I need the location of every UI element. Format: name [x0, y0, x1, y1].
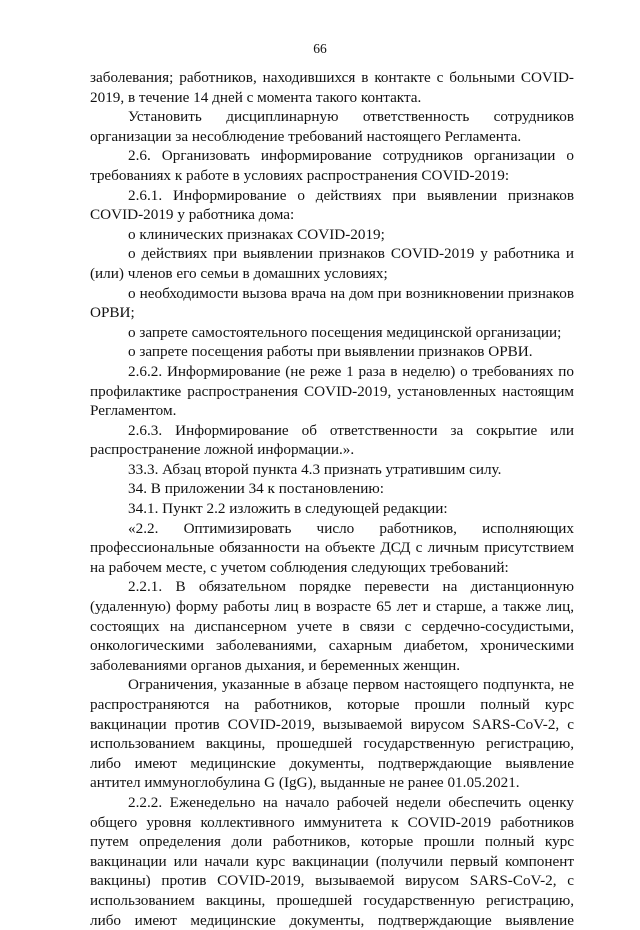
paragraph: 2.2.1. В обязательном порядке перевести на дистанционную (удаленную) форму работы лиц в возрасте 65 лет и старше, а также лиц, состоящих на диспансерном учете в связи с сердечно-сосудистыми, онкологическими заболеваниями, сахарным диабетом, хроническими заболеваниями органов дыхания, и беременных женщин.	[90, 578, 574, 674]
paragraph: 2.6.1. Информирование о действиях при выявлении признаков COVID-2019 у работника дома:	[90, 186, 574, 224]
paragraph: 33.3. Абзац второй пункта 4.3 признать утратившим силу.	[128, 460, 502, 478]
paragraph: 2.6. Организовать информирование сотрудников организации о требованиях к работе в условиях распространения COVID-2019:	[90, 147, 574, 184]
paragraph: «2.2. Оптимизировать число работников, исполняющих профессиональные обязанности на объекте ДСД с личным присутствием на рабочем месте, с учетом соблюдения следующих требований:	[90, 519, 574, 576]
paragraph: о запрете посещения работы при выявлении признаков ОРВИ.	[128, 343, 533, 361]
paragraph: о клинических признаках COVID-2019;	[128, 225, 385, 243]
paragraph: 34. В приложении 34 к постановлению:	[128, 480, 384, 498]
paragraph: Установить дисциплинарную ответственность сотрудников организации за несоблюдение требований настоящего Регламента.	[90, 108, 574, 145]
document-body	[90, 68, 574, 930]
paragraph: заболевания; работников, находившихся в контакте с больными COVID-2019, в течение 14 дней с момента такого контакта.	[90, 69, 574, 106]
paragraph: о действиях при выявлении признаков COVID-2019 у работника и (или) членов его семьи в домашних условиях;	[90, 245, 574, 282]
paragraph: 2.2.2. Еженедельно на начало рабочей недели обеспечить оценку общего уровня коллективного иммунитета к COVID-2019 работников путем определения доли работников, которые прошли полный курс вакцинации или начали курс вакцинации (получили первый компонент вакцины) против COVID-2019, вызываемой вирусом SARS-CoV-2, с использованием вакцины, прошедшей государственную регистрацию, либо имеют медицинские документы, подтверждающие выявление	[90, 793, 574, 929]
paragraph: Ограничения, указанные в абзаце первом настоящего подпункта, не распространяются на работников, которые прошли полный курс вакцинации против COVID-2019, вызываемой вирусом SARS-CoV-2, с использованием вакцины, прошедшей государственную регистрацию, либо имеют медицинские документы, подтверждающие выявление антител иммуноглобулина G (IgG), выданные не ранее 01.05.2021.	[90, 676, 574, 792]
paragraph: 2.6.2. Информирование (не реже 1 раза в неделю) о требованиях по профилактике распространения COVID-2019, установленных настоящим Регламентом.	[90, 362, 574, 420]
paragraph: о запрете самостоятельного посещения медицинской организации;	[128, 323, 562, 341]
paragraph: 34.1. Пункт 2.2 изложить в следующей редакции:	[128, 500, 448, 518]
page-number: 66	[313, 41, 327, 56]
paragraph: 2.6.3. Информирование об ответственности за сокрытие или распространение ложной информации.».	[90, 421, 574, 459]
paragraph: о необходимости вызова врача на дом при возникновении признаков ОРВИ;	[90, 284, 574, 322]
